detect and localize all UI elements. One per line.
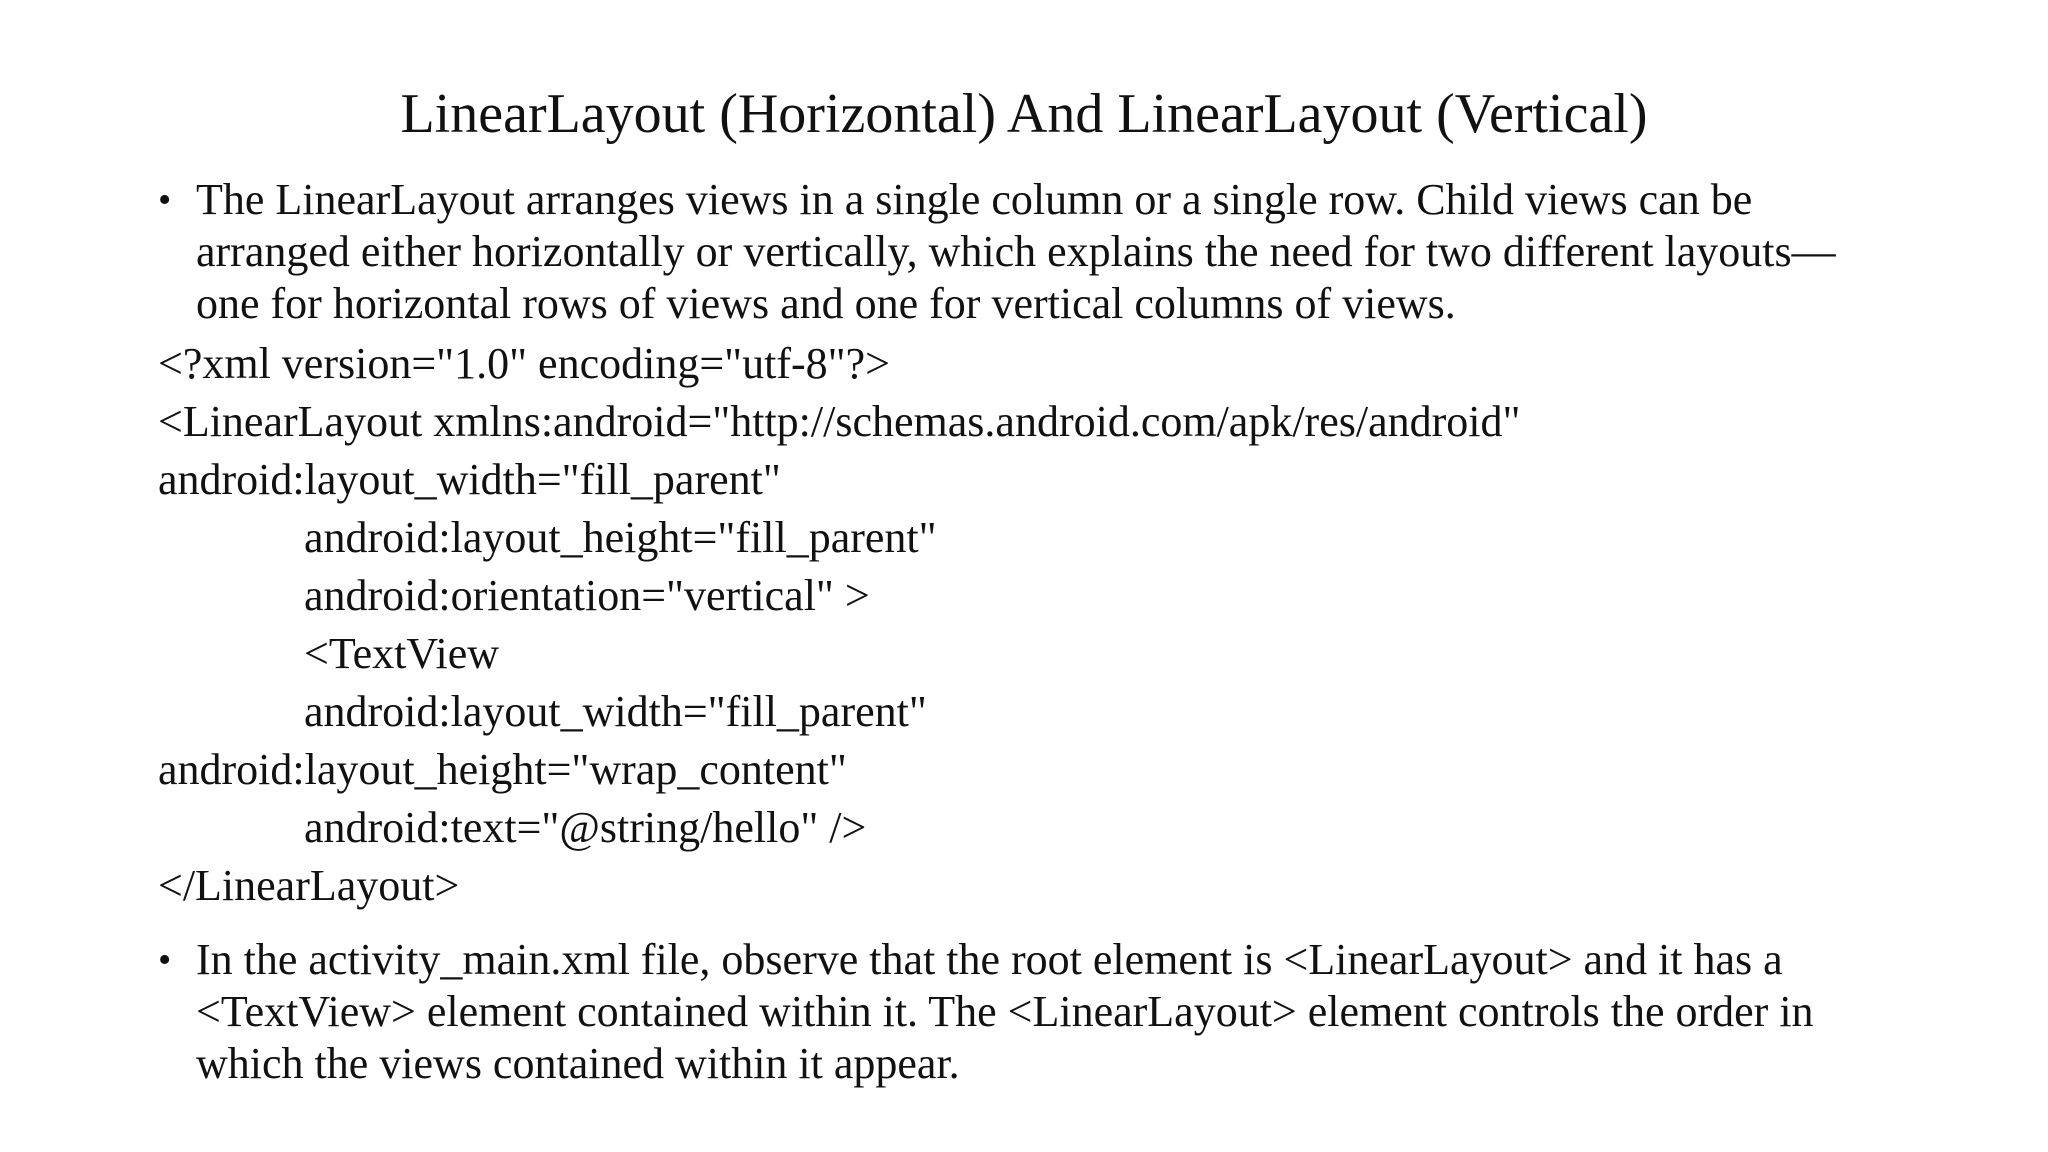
bullet-item bbox=[158, 174, 1878, 330]
slide-title: LinearLayout (Horizontal) And LinearLayout (Vertical) bbox=[400, 83, 1648, 145]
bullet-marker: • bbox=[158, 939, 172, 981]
code-line: <LinearLayout xmlns:android="http://schemas.android.com/apk/res/android" bbox=[158, 397, 1521, 446]
bullet-item bbox=[158, 934, 1878, 1090]
bullet-text: In the activity_main.xml file, observe that the root element is <LinearLayout> and it has a <TextView> element contained within it. The <LinearLayout> element controls the order in which the views contained within it appear. bbox=[196, 935, 1814, 1088]
bullet-marker: • bbox=[158, 179, 172, 221]
bullet-text: The LinearLayout arranges views in a single column or a single row. Child views can be arranged either horizontally or vertically, which explains the need for two different layouts—one for horizontal rows of views and one for vertical columns of views. bbox=[196, 175, 1836, 328]
code-line: android:text="@string/hello" /> bbox=[304, 803, 867, 852]
code-line: android:orientation="vertical" > bbox=[304, 571, 870, 620]
code-line: <TextView bbox=[304, 629, 500, 678]
code-line: <?xml version="1.0" encoding="utf-8"?> bbox=[158, 339, 890, 388]
code-line: android:layout_width="fill_parent" bbox=[304, 687, 927, 736]
code-line: android:layout_width="fill_parent" bbox=[158, 455, 781, 504]
code-line: android:layout_height="wrap_content" bbox=[158, 745, 847, 794]
xml-code-block bbox=[158, 335, 1878, 915]
code-line: </LinearLayout> bbox=[158, 861, 460, 910]
code-line: android:layout_height="fill_parent" bbox=[304, 513, 937, 562]
